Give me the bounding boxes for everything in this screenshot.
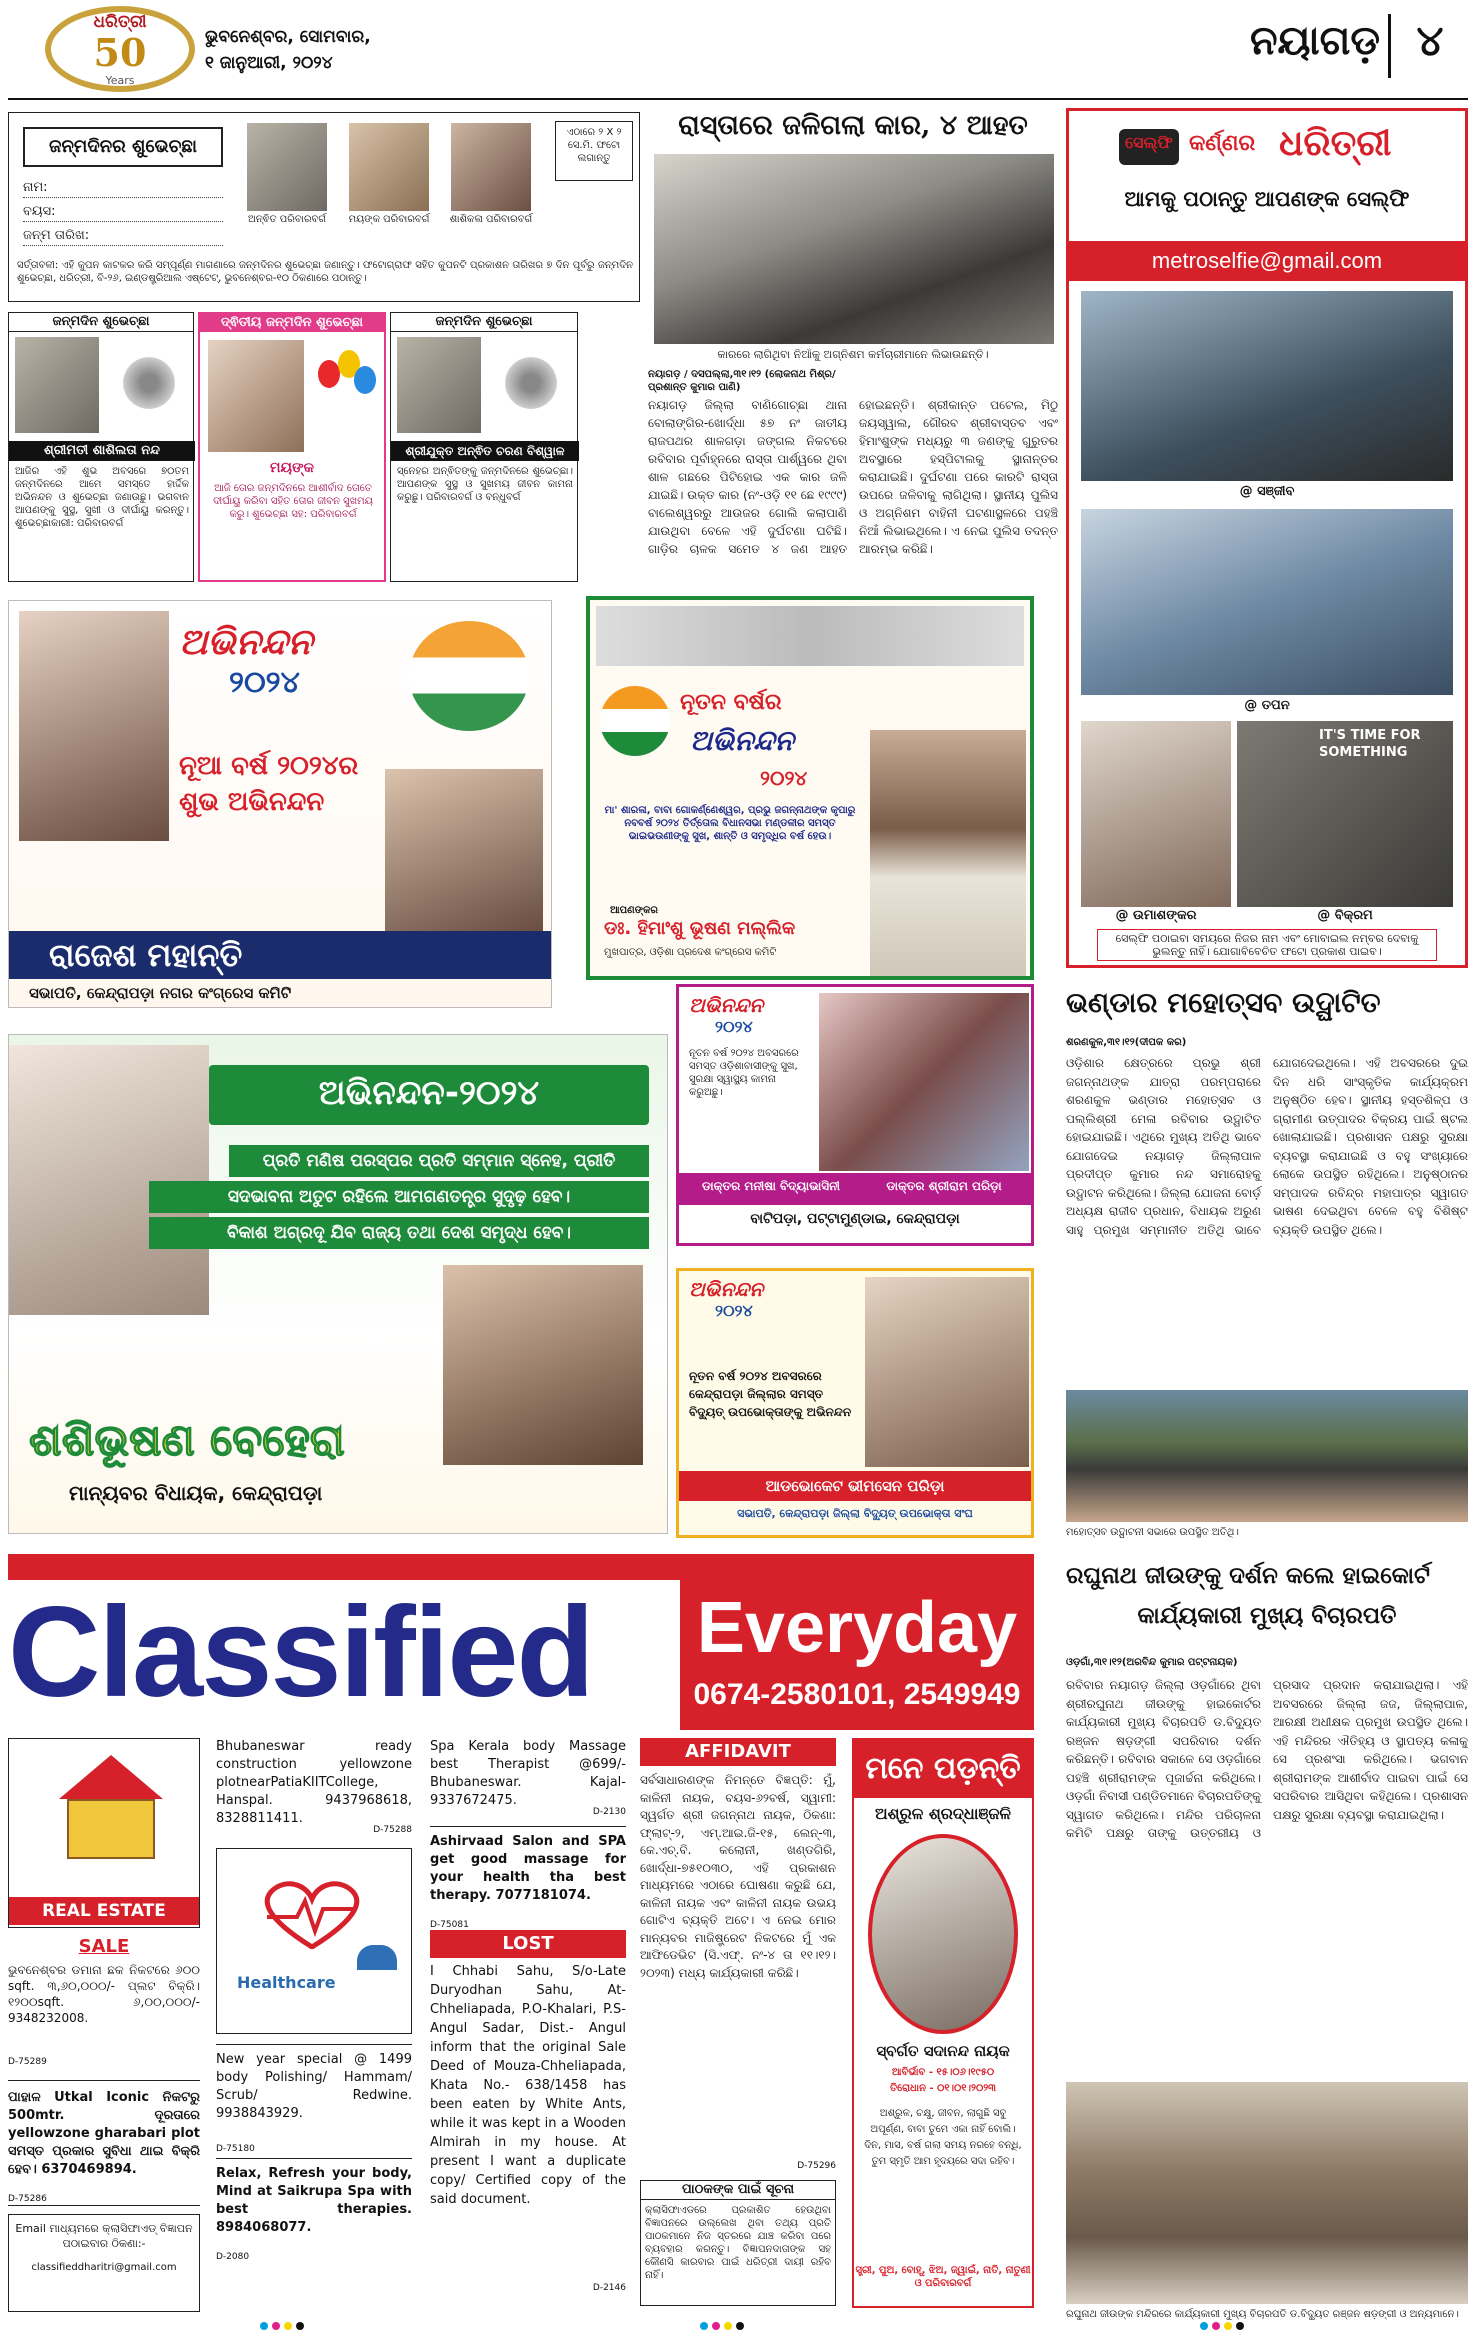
memorial-poem: ଅଶ୍ରୁଳ, ଚକ୍ଷୁ, ଜୀବନ, ଲାଗୁଛି ସବୁ ଅପୂର୍ଣ୍ଣ, ବାବା ତୁମେ ଏକା ନାହିଁ ବୋଲି। ଦିନ, ମାସ, ବର୍ଷ ଗଲା ସମୟ ନରହେ ବନ୍ଧି, ତୁମ ସ୍ମୃତି ଆମ ହୃଦୟରେ ସଦା ରହିବ। (864, 2108, 1022, 2167)
birthday-ad-3-text: ସ୍ନେହର ଅନ୍ଵିତଙ୍କୁ ଜନ୍ମଦିନରେ ଶୁଭେଚ୍ଛା। ଆପଣଙ୍କ ସୁସ୍ଥ ଓ ସୁଖମୟ ଜୀବନ କାମନା କରୁଛୁ। ପରିବାରବର୍ଗ ଓ ବନ୍ଧୁବର୍ଗ (397, 466, 573, 503)
birthday-ad-2-name: ମୟଙ୍କ (270, 460, 314, 476)
selfie-footer: ସେଲ୍ଫି ପଠାଇବା ସମୟରେ ନିଜର ନାମ ଏବଂ ମୋବାଇଲ ନମ୍ବର ଦେବାକୁ ଭୁଲନ୍ତୁ ନାହିଁ। ଯୋଗାବିବେଚିତ ଫଟୋ ପ୍ରକାଶ ପାଇବ। (1097, 929, 1437, 961)
classified-sale-heading: SALE (78, 1936, 130, 1957)
selfie-title-corner: କର୍ଣ୍ଣର (1189, 131, 1256, 156)
classified-email-box (8, 2214, 200, 2312)
ad-rajesh-mahanti (8, 600, 552, 1008)
memorial-heading: ମନେ ପଡ଼ନ୍ତି (854, 1740, 1032, 1798)
ad-manisha-address: ବାଟିପଡ଼ା, ପଟ୍ଟାମୁଣ୍ଡାଇ, କେନ୍ଦ୍ରାପଡ଼ା (750, 1211, 960, 1227)
registration-marks (0, 2322, 1476, 2336)
page-number: ୪ (1416, 16, 1444, 65)
ad-manisha-abhinandan: ଅଭିନନ୍ଦନ (689, 993, 764, 1017)
news-bhandar-headline: ଭଣ୍ଡାର ମହୋତ୍ସବ ଉଦ୍ଘାଟିତ (1066, 986, 1381, 1019)
coupon-photo-2-caption: ମୟଙ୍କ ପରିବାରବର୍ଗ (348, 214, 430, 225)
classified-email-address[interactable]: classifieddharitri@gmail.com (31, 2262, 177, 2273)
ad-manisha-name2: ଡାକ୍ତର ଶ୍ରୀରାମ ପରିଡ଼ା (886, 1179, 1002, 1193)
classified-affidavit-heading: AFFIDAVIT (640, 1738, 836, 1766)
memorial-subheading: ଅଶ୍ରୁଳ ଶ୍ରଦ୍ଧାଞ୍ଜଳି (875, 1804, 1011, 1823)
coupon-field-name[interactable]: ନାମ: (23, 179, 223, 198)
selfie-caption-4: @ ବିକ୍ରମ (1317, 908, 1373, 923)
ad-himanshu-year: ୨୦୨୪ (760, 766, 808, 790)
classified-bbsr-code: D-75288 (373, 1825, 412, 1835)
balloons-icon (318, 350, 378, 430)
ad-shashibhusan (8, 1034, 668, 1534)
selfie-caption-3: @ ଉମାଶଙ୍କର (1115, 908, 1197, 923)
coupon-field-dob[interactable]: ଜନ୍ମ ତାରିଖ: (23, 227, 223, 246)
flower-bouquet-icon (119, 353, 179, 413)
section-title: ନୟାଗଡ଼ (1249, 18, 1380, 64)
ad-manisha-year: ୨୦୨୪ (715, 1017, 753, 1036)
news-car-fire (648, 106, 1058, 586)
ad-shashibhusan-name: ଶଶିଭୂଷଣ ବେହେରା (29, 1415, 345, 1466)
ad-rajesh-line1: ନୂଆ ବର୍ଷ ୨୦୨୪ର (179, 751, 359, 781)
selfie-subtitle: ଆମକୁ ପଠାନ୍ତୁ ଆପଣଙ୍କ ସେଲ୍ଫି (1124, 187, 1410, 211)
classified-real-estate (8, 1738, 200, 1928)
news-bhandar-photo (1066, 1390, 1468, 1522)
classified-spa-kerala (430, 1738, 626, 1818)
ad-bhimsen-designation: ସଭାପତି, କେନ୍ଦ୍ରାପଡ଼ା ଜିଲ୍ଲା ବିଦ୍ୟୁତ୍ ଉପଭୋକ୍ତା ସଂଘ (737, 1507, 973, 1520)
ad-rajesh-photo-leader (19, 611, 169, 841)
classified-email-label: Email ମାଧ୍ୟମରେ କ୍ଲାସିଫାଏଡ୍‌ ବିଜ୍ଞାପନ ପଠାଇବାର ଠିକଣା:- (15, 2222, 193, 2250)
classified-affidavit-code: D-75296 (797, 2161, 836, 2171)
ad-rajesh-line2: ଶୁଭ ଅଭିନନ୍ଦନ (179, 787, 325, 817)
classified-banner-top-bar (8, 1554, 1034, 1580)
ad-himanshu-details: ମୁଖପାତ୍ର, ଓଡ଼ିଶା ପ୍ରଦେଶ କଂଗ୍ରେସ କମିଟି (604, 947, 777, 958)
heart-pulse-icon (257, 1879, 367, 1949)
classified-sale-code: D-75289 (8, 2057, 47, 2067)
news-raghunath-photo (1066, 2082, 1468, 2304)
ad-himanshu-leaders-strip (596, 606, 1024, 666)
memorial-birth: ଆବିର୍ଭାବ - ୧୫।୦୬।୧୯୫୦ (891, 2067, 995, 2078)
doctor-figure-icon (357, 1945, 397, 2029)
news-raghunath-caption: ରଘୁନାଥ ଜୀଉଙ୍କ ମନ୍ଦିରରେ କାର୍ଯ୍ୟକାରୀ ମୁଖ୍ୟ ବିଚାରପତି ଡ.ବିଦ୍ୟୁତ ରଞ୍ଜନ ଷଡ଼ଙ୍ଗୀ ଓ ଅନ୍ୟମାନେ। (1066, 2309, 1459, 2320)
reader-notice-text: କ୍ଲାସିଫାଏଡରେ ପ୍ରକାଶିତ ହେଉଥିବା ବିଜ୍ଞାପନରେ ଉଲ୍ଲେଖ ଥିବା ତଥ୍ୟ ପ୍ରତି ପାଠକମାନେ ନିଜ ସ୍ତରରେ ଯାଞ୍ଚ କରିବା ପରେ ବ୍ୟବହାର କରନ୍ତୁ। ବିଜ୍ଞାପନଦାତାଙ୍କ ସହ କୌଣସି କାରବାର ପାଇଁ ଧରିତ୍ରୀ ଦାୟୀ ରହିବ ନାହିଁ। (645, 2205, 831, 2281)
birthday-ad-3 (390, 312, 578, 582)
classified-lost (430, 1962, 626, 2294)
selfie-corner (1066, 108, 1468, 968)
selfie-caption-1: @ ସଞ୍ଜୀବ (1239, 484, 1295, 499)
classified-relax-code: D-2080 (216, 2252, 250, 2262)
ad-himanshu-title2: ଅଭିନନ୍ଦନ (690, 724, 794, 757)
birthday-ad-3-heading: ଜନ୍ମଦିନ ଶୁଭେଚ୍ଛା (391, 313, 577, 332)
memorial-ad (852, 1738, 1034, 2308)
birthday-ad-2-photo (208, 340, 304, 452)
news-bhandar (1066, 986, 1468, 1548)
classified-ashirvaad (430, 1826, 626, 1930)
birthday-ad-2 (198, 312, 386, 582)
birthday-ad-1-text: ଆଜିର ଏହି ଶୁଭ ଅବସରେ ୭୦ତମ ଜନ୍ମଦିନରେ ଆମେ ସମସ୍ତେ ହାର୍ଦ୍ଦିକ ଅଭିନନ୍ଦନ ଓ ଶୁଭେଚ୍ଛା ଜଣାଉଛୁ। ଭଗବାନ ଆପଣଙ୍କୁ ସୁସ୍ଥ, ସୁଖୀ ଓ ଦୀର୍ଘାୟୁ କରନ୍ତୁ। ଶୁଭେଚ୍ଛାକାରୀ: ପରିବାରବର୍ଗ (15, 466, 189, 529)
ad-manisha-photo (819, 993, 1029, 1171)
classified-ashirvaad-code: D-75081 (430, 1920, 469, 1930)
selfie-title-brand: ଧରିତ୍ରୀ (1279, 123, 1392, 164)
classified-newyear (216, 2044, 412, 2156)
selfie-photo-1 (1081, 291, 1453, 481)
classified-sale-text: ଭୁବନେଶ୍ବର ଡମାନା ଛକ ନିକଟରେ ୬୦୦ sqft. ୩,୬୦,୦୦୦/- ପ୍ଲଟ ବିକ୍ରି। ୧୨୦୦sqft. ୬,୦୦,୦୦୦/- 9348232008. (8, 1963, 200, 2025)
classified-phones: 0674-2580101, 2549949 (693, 1678, 1021, 1711)
coupon-photo-1-caption: ଅନ୍ଵିତ ପରିବାରବର୍ଗ (247, 214, 327, 225)
ad-himanshu-message: ମା' ଶାରଳା, ବାବା ଗୋକର୍ଣ୍ଣେଶ୍ୱର, ପ୍ରଭୁ ଜଗନ୍ନାଥଙ୍କ କୃପାରୁ ନବବର୍ଷ ୨୦୨୪ ତିର୍ତ୍ତୋଲ ବିଧାନସଭା ମଣ୍ଡଳୀର ସମସ୍ତ ଭାଇଭଉଣୀଙ୍କୁ ସୁଖ, ଶାନ୍ତି ଓ ସମୃଦ୍ଧିର ବର୍ଷ ହେଉ। (604, 805, 856, 842)
news-raghunath-dateline: ଓଡ଼ଗାଁ,୩୧।୧୨(ଅରବିନ୍ଦ କୁମାର ପଟ୍ଟନାୟକ) (1066, 1657, 1238, 1668)
birthday-coupon (8, 112, 640, 302)
birthday-ad-1 (8, 312, 194, 582)
classified-spa-text: Spa Kerala body Massage best Therapist @699/- Bhubaneswar. Kajal- 9337672475. (430, 1739, 626, 1808)
ad-bhimsen-year: ୨୦୨୪ (715, 1301, 753, 1320)
birthday-ad-3-name: ଶ୍ରୀଯୁକ୍ତ ଅନ୍ଵିତ ଚରଣ ବିଶ୍ୱାଳ (391, 441, 579, 461)
news-bhandar-dateline: ଶରଣକୁଳ,୩୧।୧୨(ଦୀପକ କର) (1066, 1037, 1187, 1048)
selfie-email[interactable]: metroselfie@gmail.com (1069, 241, 1465, 281)
memorial-death: ତିରୋଧାନ - ୦୧।୦୧।୨୦୨୩ (889, 2083, 997, 2094)
ad-bhimsen-name: ଆଡଭୋକେଟ ଭୀମସେନ ପରିଡ଼ା (679, 1471, 1031, 1501)
classified-newyear-code: D-75180 (216, 2144, 255, 2154)
coupon-field-age[interactable]: ବୟସ: (23, 203, 223, 222)
classified-utkal-code: D-75286 (8, 2194, 47, 2204)
house-icon (39, 1755, 179, 1865)
logo-years-label: Years (105, 74, 135, 87)
coupon-heading: ଜନ୍ମଦିନର ଶୁଭେଚ୍ଛା (23, 127, 223, 167)
news-bhandar-caption: ମହୋତ୍ସବ ଉଦ୍ଘାଟନୀ ସଭାରେ ଉପସ୍ଥିତ ଅତିଥି। (1066, 1527, 1239, 1538)
coupon-terms: ସର୍ତ୍ତାବଳୀ: ଏହି କୁପନ କାଟକର କରି ସମ୍ପୂର୍ଣ୍ଣ ମାଗଣାରେ ଜନ୍ମଦିନର ଶୁଭେଚ୍ଛା ଜଣାନ୍ତୁ। ଫଟୋଗ୍ରାଫ ସହିତ କୁପନଟି ପ୍ରକାଶନ ତାରିଖର ୭ ଦିନ ପୂର୍ବରୁ ଜନ୍ମଦିନ ଶୁଭେଚ୍ଛା, ଧରିତ୍ରୀ, ବି-୨୬, ଇଣ୍ଡଷ୍ଟ୍ରିଆଲ ଏଷ୍ଟେଟ୍, ଭୁବନେଶ୍ବର-୧୦ ଠିକଣାରେ ପଠାନ୍ତୁ। (17, 260, 633, 284)
classified-relax-text: Relax, Refresh your body, Mind at Saikrupa Spa with best therapies. 8984068077. (216, 2166, 412, 2235)
coupon-photo-3-caption: ଶାଶିକଳା ପରିବାରବର୍ଗ (449, 214, 533, 225)
classified-spa-code: D-2130 (592, 1807, 626, 1817)
ad-himanshu-name: ଡଃ. ହିମାଂଶୁ ଭୂଷଣ ମଲ୍ଲିକ (604, 918, 796, 939)
classified-title: Classified (8, 1581, 593, 1724)
coupon-photo-1 (247, 123, 327, 211)
classified-lost-code: D-2146 (592, 2283, 626, 2293)
news-car-fire-caption: କାରରେ ଲାଗିଥିବା ନିଆଁକୁ ଅଗ୍ନିଶମ କର୍ମଚାରୀମାନେ ଲିଭାଉଛନ୍ତି। (717, 348, 989, 361)
news-raghunath (1066, 1562, 1468, 2332)
memorial-footer: ସ୍ତ୍ରୀ, ପୁଅ, ବୋହୂ, ଝିଅ, ଜ୍ୱାଇଁ, ନାତି, ନାତୁଣୀ ଓ ପରିବାରବର୍ଗ (855, 2265, 1031, 2289)
ad-himanshu-by: ଆପଣଙ୍କର (610, 905, 658, 916)
classified-relax (216, 2158, 412, 2264)
ad-bhimsen-message: ନୂତନ ବର୍ଷ ୨୦୨୪ ଅବସରରେ କେନ୍ଦ୍ରାପଡ଼ା ଜିଲ୍ଲାର ସମସ୍ତ ବିଦ୍ୟୁତ୍ ଉପଭୋକ୍ତାଙ୍କୁ ଅଭିନନ୍ଦନ (689, 1369, 852, 1419)
coupon-photo-box: ଏଠାରେ ୨ X ୨ ସେ.ମି. ଫଟୋ ଲଗାନ୍ତୁ (555, 121, 633, 181)
dateline-day: ଭୁବନେଶ୍ବର, ସୋମବାର, (205, 27, 371, 47)
masthead (0, 0, 1476, 100)
ad-bhimsen-abhinandan: ଅଭିନନ୍ଦନ (689, 1277, 764, 1301)
coupon-photo-3 (451, 123, 531, 211)
classified-utkal (8, 2080, 200, 2206)
classified-bbsr-text: Bhubaneswar ready construction yellowzone plotnearPatiaKIITCollege, Hanspal. 9437968618, 8328811411. (216, 1739, 412, 1826)
classified-banner (8, 1554, 1034, 1730)
masthead-divider (1388, 14, 1391, 78)
ad-manisha-message: ନୂତନ ବର୍ଷ ୨୦୨୪ ଅବସରରେ ସମସ୍ତ ଓଡ଼ିଶାବାସୀଙ୍କୁ ସୁଖ, ସୁରକ୍ଷା ସ୍ୱାସ୍ଥ୍ୟ କାମନା କରୁଅଛୁ। (689, 1048, 799, 1098)
classified-affidavit-text: ସର୍ବସାଧାରଣଙ୍କ ନିମନ୍ତେ ବିଜ୍ଞପ୍ତି: ମୁଁ, କାଳିନୀ ନାୟକ, ବୟସ-୬୨ବର୍ଷ, ସ୍ୱାମୀ: ସ୍ୱର୍ଗତ ଶ୍ରୀ ଜଗନ୍ନାଥ ନାୟକ, ଠିକଣା: ଫ୍ଲାଟ୍-୨, ଏମ୍.ଆଇ.ଜି-୧୫, ଲେନ୍-୩, କେ.ଏଚ୍.ବି. କଲୋନୀ, ଖଣ୍ଡଗିରି, ଖୋର୍ଦ୍ଧା-୭୫୧୦୩୦, ଏହି ପ୍ରକାଶନ ମାଧ୍ୟମରେ ଏଠାରେ ଘୋଷଣା କରୁଛି ଯେ, କାଳିନୀ ନାୟକ ଏବଂ କାଳିନୀ ନାୟକ ଉଭୟ ଗୋଟିଏ ବ୍ୟକ୍ତି ଅଟେ। ଏ ନେଇ ମୋର ମାନ୍ୟବର ମାଜିଷ୍ଟ୍ରେଟ ନିକଟରେ ମୁଁ ଏକ ଆଫିଡେଭିଟ (ସି.ଏଫ୍. ନଂ-୪ ତା ୧୧।୧୨।୨୦୨୩) ମଧ୍ୟ କାର୍ଯ୍ୟକାରୀ କରିଛି। (640, 1773, 836, 1980)
dateline (205, 24, 485, 76)
selfie-photo-2 (1081, 509, 1453, 695)
logo-years-number: 50 (93, 30, 147, 75)
classified-lost-heading: LOST (430, 1930, 626, 1958)
news-raghunath-headline1: ରଘୁନାଥ ଜୀଉଙ୍କୁ ଦର୍ଶନ କଲେ ହାଇକୋର୍ଟ (1066, 1562, 1430, 1589)
news-car-fire-body: ନୟାଗଡ଼ ଜିଲ୍ଲା ବାଣିଗୋଚ୍ଛା ଥାନା ବୋଲାଙ୍ଗିର-ଖୋର୍ଦ୍ଧା ୫୭ ନଂ ଜାତୀୟ ରାଜପଥର ଶାଳଗଡ଼ା ଜଙ୍ଗଲ ନିକଟରେ ରବିବାର ପୂର୍ବାହ୍ନରେ ରାସ୍ତା ପାର୍ଶ୍ୱରେ ଥିବା ଶାଳ ଗଛରେ ପିଟିହୋଇ ଏକ କାର ଜଳି ଯାଇଛି। ଉକ୍ତ କାର (ନଂ-ଓଡ଼ି ୧୧ ଛେ ୧୯୯୯) ବାଲେଶ୍ୱରରୁ ଆଉଜର ଗୋଲି କଲାପାଣି ଯାଉଥିବା ବେଳେ ଏହି ଦୁର୍ଘଟଣା ଘଟିଛି। ଗାଡ଼ିର ଚାଳକ ସମେତ ୪ ଜଣ ଆହତ ହୋଇଛନ୍ତି। ଶ୍ରୀକାନ୍ତ ପଟେଲ, ମିଠୁ ଜୟସ୍ୱାଲ, ଗୌରବ ଶ୍ରୀବାସ୍ତବ ଏବଂ ହିମାଂଶୁଙ୍କ ମଧ୍ୟରୁ ୩ ଜଣଙ୍କୁ ଗୁରୁତର ଅବସ୍ଥାରେ ହସ୍ପିଟାଲକୁ ସ୍ଥାନାନ୍ତର କରାଯାଇଛି। ଦୁର୍ଘଟଣା ପରେ କାରଟି ରାସ୍ତା ଉପରେ ଜଳିବାକୁ ଲାଗିଥିଲା। ସ୍ଥାନୀୟ ପୁଲିସ ଓ ଅଗ୍ନିଶମ ବାହିନୀ ଘଟଣାସ୍ଥଳରେ ପହଞ୍ଚି ନିଆଁ ଲିଭାଇଥିଲେ। ଏ ନେଇ ପୁଲିସ ତଦନ୍ତ ଆରମ୍ଭ କରିଛି। (648, 398, 1058, 556)
ad-rajesh-abhinandan: ଅଭିନନ୍ଦନ (179, 621, 313, 663)
ad-bhimsen (676, 1268, 1034, 1538)
flower-bouquet-icon (501, 353, 561, 413)
ad-shashibhusan-line2: ସଦଭାବନା ଅତୁଟ ରହିଲେ ଆମଗଣତନ୍ତ୍ର ସୁଦୃଢ଼ ହେବ। (149, 1181, 649, 1213)
news-bhandar-body: ଓଡ଼ିଶାର କ୍ଷେତ୍ରରେ ପ୍ରଭୁ ଶ୍ରୀ ଜଗନ୍ନାଥଙ୍କ ଯାତ୍ରା ପରମ୍ପରାରେ ଶରଣକୁଳ ଭଣ୍ଡାର ମହୋତ୍ସବ ଓ ପଲ୍ଲିଶ୍ରୀ ମେଳା ରବିବାର ଉଦ୍ଘାଟିତ ହୋଇଯାଇଛି। ଏଥିରେ ମୁଖ୍ୟ ଅତିଥି ଭାବେ ଯୋଗଦେଇ ନୟାଗଡ଼ ଜିଲ୍ଲାପାଳ ପ୍ରଦୀପ୍ତ କୁମାର ନନ୍ଦ ସମାରୋହକୁ ଉଦ୍ଘାଟନ କରିଥିଲେ। ଜିଲ୍ଲା ଯୋଜନା ବୋର୍ଡ଼ ଅଧ୍ୟକ୍ଷ ରାଜୀବ ପ୍ରଧାନ, ବିଧାୟକ ଅରୁଣ ସାହୁ ପ୍ରମୁଖ ସମ୍ମାନୀତ ଅତିଥି ଭାବେ ଯୋଗଦେଇଥିଲେ। ଏହି ଅବସରରେ ଦୁଇ ଦିନ ଧରି ସାଂସ୍କୃତିକ କାର୍ଯ୍ୟକ୍ରମ ଅନୁଷ୍ଠିତ ହେବ। ସ୍ଥାନୀୟ ହସ୍ତଶିଳ୍ପ ଓ ଗ୍ରାମୀଣ ଉତ୍ପାଦର ବିକ୍ରୟ ପାଇଁ ଷ୍ଟଲ ଖୋଲାଯାଇଛି। ପ୍ରଶାସନ ପକ୍ଷରୁ ସୁରକ୍ଷା ବ୍ୟବସ୍ଥା କରାଯାଇଛି ଓ ବହୁ ସଂଖ୍ୟାରେ ଲୋକେ ଉପସ୍ଥିତ ରହିଥିଲେ। ଅନୁଷ୍ଠାନର ସମ୍ପାଦକ ରବିନ୍ଦ୍ର ମହାପାତ୍ର ସ୍ୱାଗତ ଭାଷଣ ଦେଇଥିବା ବେଳେ ବହୁ ବିଶିଷ୍ଟ ବ୍ୟକ୍ତି ଉପସ୍ଥିତ ଥିଲେ। (1066, 1056, 1468, 1237)
ad-shashibhusan-photo-leader (9, 1045, 209, 1315)
classified-healthcare (216, 1848, 412, 2034)
news-car-fire-photo (654, 154, 1054, 344)
memorial-portrait (868, 1834, 1018, 2034)
healthcare-label: Healthcare (237, 1973, 336, 1992)
birthday-ad-3-photo (397, 337, 481, 433)
birthday-ad-1-heading: ଜନ୍ମଦିନ ଶୁଭେଚ୍ଛା (9, 313, 193, 332)
ad-himanshu-photo (870, 730, 1026, 976)
classified-affidavit (640, 1772, 836, 2176)
congress-hand-icon (409, 621, 529, 731)
ad-himanshu-mallick (586, 596, 1034, 980)
birthday-ad-2-heading: ଦ୍ଵିତୀୟ ଜନ୍ମଦିନ ଶୁଭେଚ୍ଛା (200, 314, 384, 332)
memorial-name: ସ୍ବର୍ଗତ ସଦାନନ୍ଦ ନାୟକ (876, 2042, 1010, 2060)
classified-reader-notice (640, 2180, 836, 2306)
dharitri-50-logo (45, 6, 195, 92)
classified-everyday: Everyday (696, 1588, 1018, 1668)
news-raghunath-body: ରବିବାର ନୟାଗଡ଼ ଜିଲ୍ଲା ଓଡ଼ଗାଁରେ ଥିବା ଶ୍ରୀରଘୁନାଥ ଜୀଉଙ୍କୁ ହାଇକୋର୍ଟର କାର୍ଯ୍ୟକାରୀ ମୁଖ୍ୟ ବିଚାରପତି ଡ.ବିଦ୍ୟୁତ ରଞ୍ଜନ ଷଡ଼ଙ୍ଗୀ ସପରିବାର ଦର୍ଶନ କରିଛନ୍ତି। ରବିବାର ସକାଳେ ସେ ଓଡ଼ଗାଁରେ ପହଞ୍ଚି ଶ୍ରୀରାମଙ୍କ ପୂଜାର୍ଚ୍ଚନା କରିଥିଲେ। ଓଡ଼ଗାଁ ନିବାସୀ ପଣ୍ଡିତମାନେ ବିଚାରପତିଙ୍କୁ ସ୍ୱାଗତ କରିଥିଲେ। ମନ୍ଦିର ପରିଚାଳନା କମିଟି ପକ୍ଷରୁ ତାଙ୍କୁ ଉତ୍ତରୀୟ ଓ ପ୍ରସାଦ ପ୍ରଦାନ କରାଯାଇଥିଲା। ଏହି ଅବସରରେ ଜିଲ୍ଲା ଜଜ, ଜିଲ୍ଲାପାଳ, ଆରକ୍ଷୀ ଅଧୀକ୍ଷକ ପ୍ରମୁଖ ଉପସ୍ଥିତ ଥିଲେ। ଏହି ମନ୍ଦିରର ଐତିହ୍ୟ ଓ ସ୍ଥାପତ୍ୟ କଳାକୁ ସେ ପ୍ରଶଂସା କରିଥିଲେ। ଭଗବାନ ଶ୍ରୀରାମଙ୍କ ଆଶୀର୍ବାଦ ପାଇବା ପାଇଁ ସେ ସପରିବାର ଆସିଥିବା କହିଥିଲେ। ପ୍ରଶାସନ ପକ୍ଷରୁ ସୁରକ୍ଷା ବ୍ୟବସ୍ଥା କରାଯାଇଥିଲା। (1066, 1678, 1468, 1840)
dateline-date: ୧ ଜାନୁଆରୀ, ୨୦୨୪ (205, 53, 333, 73)
coupon-photo-2 (349, 123, 429, 211)
ad-shashibhusan-line1: ପ୍ରତି ମଣିଷ ପରସ୍ପର ପ୍ରତି ସମ୍ମାନ ସ୍ନେହ, ପ୍ରୀତି (229, 1145, 649, 1177)
congress-hand-icon (600, 686, 670, 756)
selfie-photo-4-sign: IT'S TIME FOR SOMETHING (1319, 728, 1421, 760)
ad-himanshu-title1: ନୂତନ ବର୍ଷର (680, 690, 782, 715)
news-raghunath-headline2: କାର୍ଯ୍ୟକାରୀ ମୁଖ୍ୟ ବିଚାରପତି (1137, 1602, 1397, 1629)
classified-ashirvaad-text: Ashirvaad Salon and SPA get good massage for your health tha best therapy. 7077181074. (430, 1834, 626, 1903)
reader-notice-heading: ପାଠକଙ୍କ ପାଇଁ ସୂଚନା (641, 2181, 835, 2200)
logo-brand: ଧରିତ୍ରୀ (93, 12, 147, 32)
birthday-ad-1-name: ଶ୍ରୀମତୀ ଶାଶିଲତା ନନ୍ଦ (9, 441, 195, 461)
selfie-caption-2: @ ତପନ (1244, 698, 1290, 713)
classified-bbsr-plot (216, 1738, 412, 1838)
masthead-rule (8, 98, 1468, 100)
ad-shashibhusan-line3: ବିକାଶ ଅଗ୍ରଦୂ ଯିବ ରାଜ୍ୟ ତଥା ଦେଶ ସମୃଦ୍ଧ ହେବ। (149, 1217, 649, 1249)
birthday-ad-2-text: ଆଜି ତୋର ଜନ୍ମଦିନରେ ଆଶୀର୍ବାଦ ତୋତେ ଦୀର୍ଘାୟୁ କରିବା ସହିତ ତୋର ଜୀବନ ସୁଖମୟ କରୁ। ଶୁଭେଚ୍ଛା ସହ: ପରିବାରବର୍ଗ (213, 483, 373, 520)
real-estate-label: REAL ESTATE (9, 1897, 199, 1925)
birthday-ad-1-photo (15, 337, 99, 433)
ad-rajesh-designation: ସଭାପତି, କେନ୍ଦ୍ରାପଡ଼ା ନଗର କଂଗ୍ରେସ କମିଟି (29, 984, 292, 1002)
ad-rajesh-name: ରାଜେଶ ମହାନ୍ତି (9, 931, 552, 979)
ad-rajesh-year: ୨୦୨୪ (229, 665, 300, 700)
selfie-title-word: ସେଲ୍ଫି (1125, 133, 1173, 152)
ad-bhimsen-photo (865, 1277, 1029, 1467)
news-car-fire-dateline: ନୟାଗଡ଼ / ଦସପଲ୍ଲା,୩୧।୧୨ (ଲୋକନାଥ ମିଶ୍ର/ ପ୍ରଶାନ୍ତ କୁମାର ପାଣି) (648, 369, 836, 393)
ad-shashibhusan-designation: ମାନ୍ୟବର ବିଧାୟକ, କେନ୍ଦ୍ରାପଡ଼ା (69, 1481, 323, 1505)
ad-manisha-name1: ଡାକ୍ତର ମନୀଷା ବିଦ୍ୟାଭାସିନୀ (702, 1179, 840, 1193)
ad-manisha (676, 984, 1034, 1246)
classified-lost-text: I Chhabi Sahu, S/o-Late Duryodhan Sahu, At- Chheliapada, P.O-Khalari, P.S- Angul Sadar, Dist.- Angul inform that the original Sale Deed of Mouza-Chheliapada, Khata No.- 638/1458 has been eaten by White Ants, while it was kept in a Wooden Almirah in my house. At present I want a duplicate copy/ Certified copy of the said document. (430, 1964, 626, 2207)
selfie-corner-header (1079, 119, 1459, 179)
selfie-photo-3 (1081, 721, 1231, 907)
classified-utkal-text: ପାହାଳ Utkal Iconic ନିକଟରୁ 500mtr. ଦୂରତାରେ yellowzone gharabari plot ସମସ୍ତ ପ୍ରକାର ସୁବିଧା ଥାଇ ବିକ୍ରି ହେବ। 6370469894. (8, 2090, 200, 2177)
ad-shashibhusan-heading: ଅଭିନନ୍ଦନ-୨୦୨୪ (318, 1073, 540, 1113)
classified-newyear-text: New year special @ 1499 body Polishing/ Hammam/ Scrub/ Redwine. 9938843929. (216, 2052, 412, 2121)
news-car-fire-headline: ରାସ୍ତାରେ ଜଳିଗଲା କାର, ୪ ଆହତ (678, 110, 1028, 141)
